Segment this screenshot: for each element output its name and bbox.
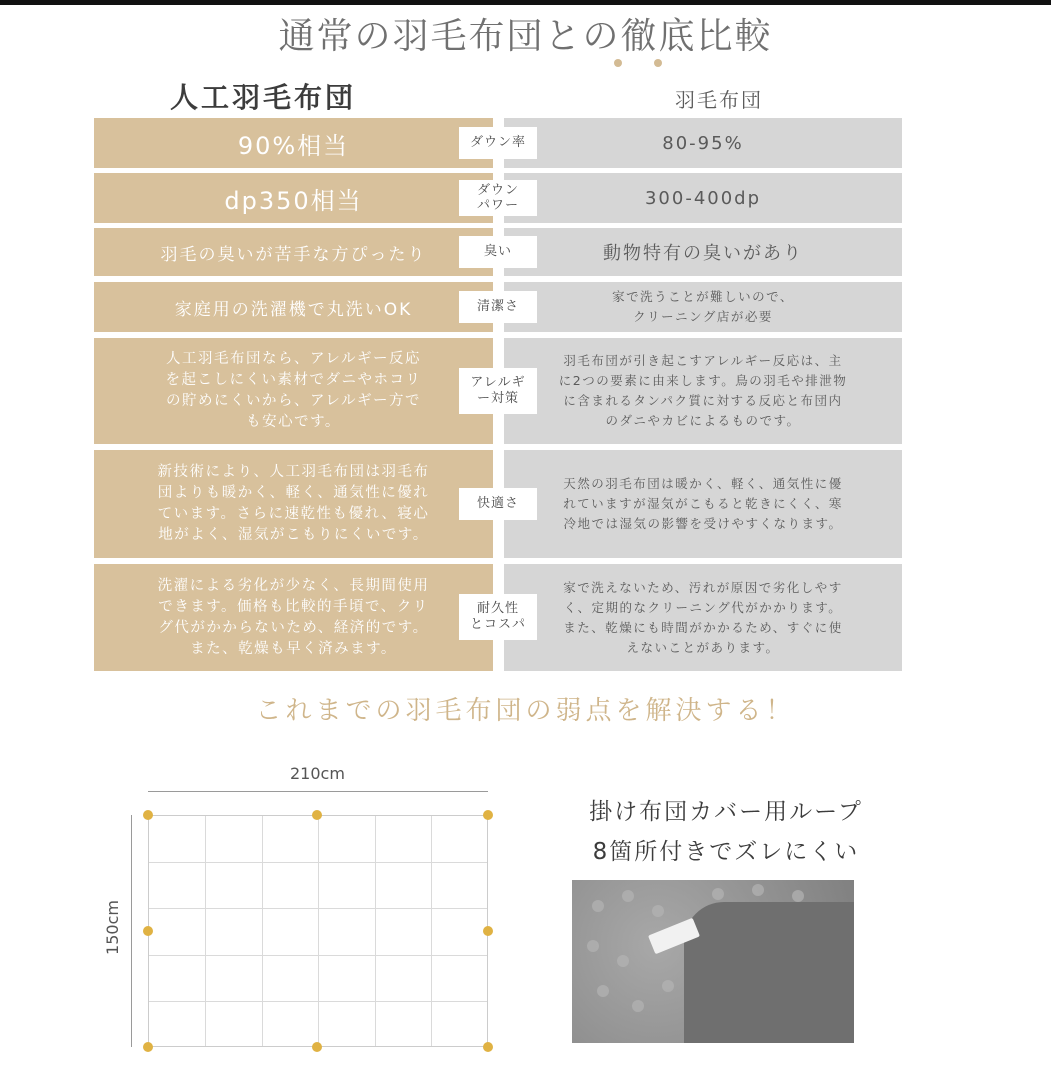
loop-dot <box>143 810 153 820</box>
row-label: 臭い <box>459 236 537 268</box>
comparison-row <box>94 338 902 444</box>
left-cell: 新技術により、人工羽毛布団は羽毛布 団よりも暖かく、軽く、通気性に優れ ています。さらに速乾性も優れ、寝心 地がよく、湿気がこもりにくいです。 <box>94 450 493 558</box>
loop-dot <box>312 1042 322 1052</box>
right-cell: 300-400dp <box>504 173 902 223</box>
row-label: ダウン パワー <box>459 180 537 216</box>
row-label: 清潔さ <box>459 291 537 323</box>
futon-grid-diagram <box>148 815 488 1047</box>
right-cell: 80-95% <box>504 118 902 168</box>
slogan: これまでの羽毛布団の弱点を解決する！ <box>255 696 796 726</box>
left-cell: 人工羽毛布団なら、アレルギー反応 を起こしにくい素材でダニやホコリ の貯めにくいから、アレルギー方で も安心です。 <box>94 338 493 444</box>
right-column-heading: 羽毛布団 <box>675 88 763 112</box>
height-dimension-line <box>131 815 132 1047</box>
comparison-row <box>94 173 902 223</box>
row-label: アレルギ ー対策 <box>459 368 537 414</box>
loop-dot <box>143 1042 153 1052</box>
page-title: 通常の羽毛布団との徹底比較 <box>278 16 773 57</box>
left-cell: 羽毛の臭いが苦手な方ぴったり <box>94 228 493 276</box>
right-cell: 家で洗うことが難しいので、 クリーニング店が必要 <box>504 282 902 332</box>
row-label: 耐久性 とコスパ <box>459 594 537 640</box>
top-border <box>0 0 1051 5</box>
left-column-heading: 人工羽毛布団 <box>170 81 357 114</box>
loop-dot <box>483 926 493 936</box>
comparison-row <box>94 564 902 671</box>
loop-dot <box>483 810 493 820</box>
loop-dot <box>483 1042 493 1052</box>
loop-dot <box>143 926 153 936</box>
left-cell: 洗濯による劣化が少なく、長期間使用 できます。価格も比較的手頃で、クリ グ代がかからないため、経済的です。 また、乾燥も早く済みます。 <box>94 564 493 671</box>
comparison-row <box>94 282 902 332</box>
right-cell: 天然の羽毛布団は暖かく、軽く、通気性に優 れていますが湿気がこもると乾きにくく、寒 冷地では湿気の影響を受けやすくなります。 <box>504 450 902 558</box>
right-cell: 動物特有の臭いがあり <box>504 228 902 276</box>
comparison-row <box>94 118 902 168</box>
comparison-row <box>94 450 902 558</box>
height-label: 150cm <box>102 900 122 955</box>
left-cell: 90%相当 <box>94 118 493 168</box>
width-dimension-line <box>148 791 488 792</box>
row-label: 快適さ <box>459 488 537 520</box>
comparison-row <box>94 228 902 276</box>
right-cell: 羽毛布団が引き起こすアレルギー反応は、主 に2つの要素に由来します。鳥の羽毛や排泄物 に含まれるタンパク質に対する反応と布団内 のダニやカビによるものです。 <box>504 338 902 444</box>
loop-photo <box>572 880 854 1043</box>
title-dots <box>614 52 694 71</box>
right-cell: 家で洗えないため、汚れが原因で劣化しやす く、定期的なクリーニング代がかかります。 また、乾燥にも時間がかかるため、すぐに使 えないことがあります。 <box>504 564 902 671</box>
row-label: ダウン率 <box>459 127 537 159</box>
loop-dot <box>312 810 322 820</box>
width-label: 210cm <box>290 764 345 783</box>
left-cell: dp350相当 <box>94 173 493 223</box>
left-cell: 家庭用の洗濯機で丸洗いOK <box>94 282 493 332</box>
feature-text: 掛け布団カバー用ループ 8箇所付きでズレにくい <box>589 799 863 865</box>
